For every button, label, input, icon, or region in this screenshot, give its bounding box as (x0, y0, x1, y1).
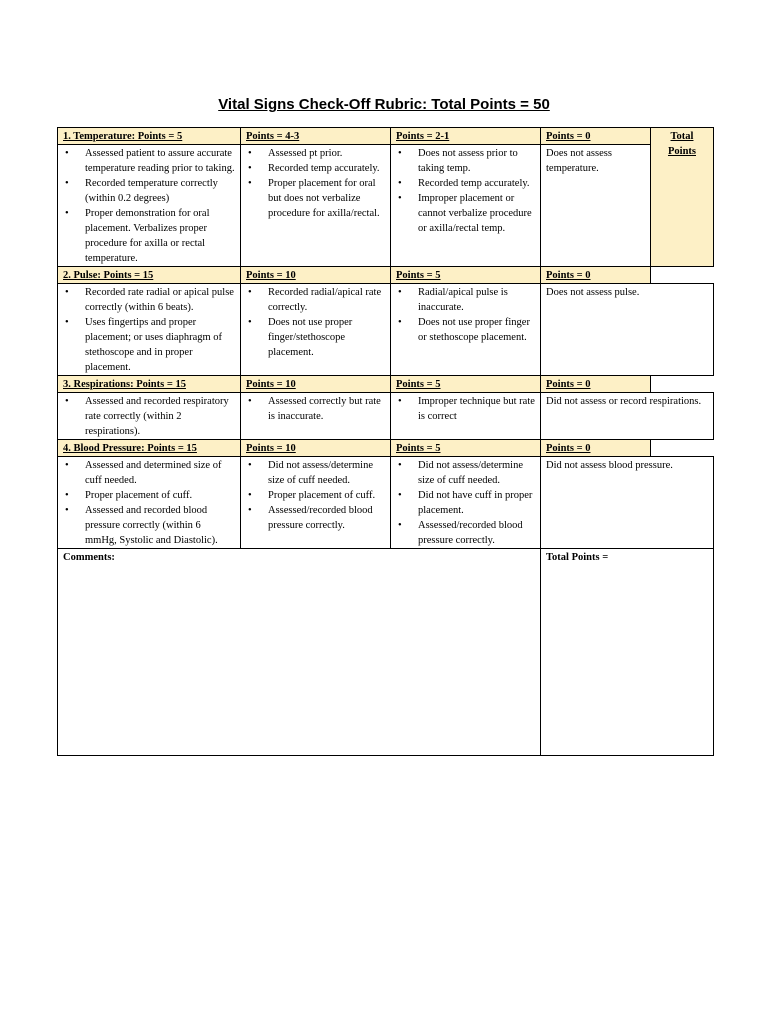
criteria-item: • Assessed/recorded blood pressure correctly. (268, 503, 385, 533)
criteria-item: • Assessed correctly but rate is inaccurate. (268, 394, 385, 424)
criteria-cell (241, 457, 391, 549)
criteria-item: • Does not use proper finger/stethoscope placement. (268, 315, 385, 360)
total-points-header: Total Points (651, 128, 714, 267)
criteria-item: • Does not assess prior to taking temp. (418, 146, 535, 176)
header-cell: Points = 10 (241, 440, 391, 457)
criteria-item: • Assessed pt prior. (268, 146, 385, 161)
section-header-row (58, 376, 714, 393)
criteria-row (58, 457, 714, 549)
criteria-item: • Proper demonstration for oral placement. Verbalizes proper procedure for axilla or rectal temperature. (85, 206, 235, 266)
zero-points-cell: Does not assess temperature. (541, 145, 651, 267)
criteria-list (246, 285, 385, 360)
page-title: Vital Signs Check-Off Rubric: Total Points = 50 (218, 96, 550, 113)
criteria-item: • Proper placement for oral but does not verbalize procedure for axilla/rectal. (268, 176, 385, 221)
zero-points-cell: Does not assess pulse. (541, 284, 714, 376)
criteria-list (63, 285, 235, 375)
criteria-cell (241, 393, 391, 440)
header-cell: Points = 5 (391, 376, 541, 393)
header-cell: Points = 0 (541, 440, 651, 457)
criteria-row (58, 145, 714, 267)
header-cell: Points = 2-1 (391, 128, 541, 145)
criteria-list (396, 394, 535, 424)
criteria-item: • Recorded radial/apical rate correctly. (268, 285, 385, 315)
header-cell: Points = 0 (541, 267, 651, 284)
criteria-item: • Assessed and recorded blood pressure correctly (within 6 mmHg, Systolic and Diastolic). (85, 503, 235, 548)
header-cell: 1. Temperature: Points = 5 (58, 128, 241, 145)
criteria-cell (58, 393, 241, 440)
criteria-row (58, 284, 714, 376)
criteria-cell (58, 284, 241, 376)
criteria-cell (241, 145, 391, 267)
section-header-row (58, 267, 714, 284)
header-cell: Points = 5 (391, 440, 541, 457)
criteria-list (63, 146, 235, 266)
footer-row (58, 549, 714, 756)
criteria-item: • Did not have cuff in proper placement. (418, 488, 535, 518)
criteria-item: • Did not assess/determine size of cuff needed. (268, 458, 385, 488)
criteria-cell (391, 457, 541, 549)
header-cell: Points = 0 (541, 128, 651, 145)
header-cell: Points = 10 (241, 376, 391, 393)
rubric-table (57, 127, 714, 756)
criteria-list (246, 394, 385, 424)
criteria-item: • Assessed and determined size of cuff needed. (85, 458, 235, 488)
criteria-list (246, 458, 385, 533)
criteria-item: • Improper placement or cannot verbalize procedure or axilla/rectal temp. (418, 191, 535, 236)
criteria-item: • Recorded temperature correctly (within 0.2 degrees) (85, 176, 235, 206)
criteria-cell (58, 145, 241, 267)
criteria-list (396, 285, 535, 345)
criteria-item: • Recorded rate radial or apical pulse correctly (within 6 beats). (85, 285, 235, 315)
criteria-list (396, 146, 535, 236)
comments-label: Comments: (58, 549, 541, 756)
header-cell: Points = 10 (241, 267, 391, 284)
criteria-item: • Uses fingertips and proper placement; or uses diaphragm of stethoscope and in proper placement. (85, 315, 235, 375)
criteria-item: • Does not use proper finger or stethoscope placement. (418, 315, 535, 345)
zero-points-cell: Did not assess blood pressure. (541, 457, 714, 549)
header-cell: 4. Blood Pressure: Points = 15 (58, 440, 241, 457)
criteria-item: • Recorded temp accurately. (418, 176, 535, 191)
criteria-list (63, 458, 235, 548)
criteria-cell (391, 145, 541, 267)
header-cell: 3. Respirations: Points = 15 (58, 376, 241, 393)
criteria-cell (391, 393, 541, 440)
criteria-item: • Assessed/recorded blood pressure correctly. (418, 518, 535, 548)
criteria-item: • Assessed and recorded respiratory rate correctly (within 2 respirations). (85, 394, 235, 439)
header-cell: Points = 0 (541, 376, 651, 393)
criteria-row (58, 393, 714, 440)
criteria-item: • Assessed patient to assure accurate temperature reading prior to taking. (85, 146, 235, 176)
criteria-item: • Improper technique but rate is correct (418, 394, 535, 424)
criteria-list (246, 146, 385, 221)
criteria-list (63, 394, 235, 439)
criteria-item: • Recorded temp accurately. (268, 161, 385, 176)
criteria-cell (241, 284, 391, 376)
section-header-row (58, 440, 714, 457)
criteria-list (396, 458, 535, 548)
header-cell: Points = 5 (391, 267, 541, 284)
criteria-cell (391, 284, 541, 376)
criteria-item: • Proper placement of cuff. (268, 488, 385, 503)
criteria-item: • Radial/apical pulse is inaccurate. (418, 285, 535, 315)
total-points-label: Total Points = (541, 549, 714, 756)
criteria-item: • Did not assess/determine size of cuff needed. (418, 458, 535, 488)
header-cell: Points = 4-3 (241, 128, 391, 145)
section-header-row (58, 128, 714, 145)
header-cell: 2. Pulse: Points = 15 (58, 267, 241, 284)
zero-points-cell: Did not assess or record respirations. (541, 393, 714, 440)
criteria-item: • Proper placement of cuff. (85, 488, 235, 503)
criteria-cell (58, 457, 241, 549)
